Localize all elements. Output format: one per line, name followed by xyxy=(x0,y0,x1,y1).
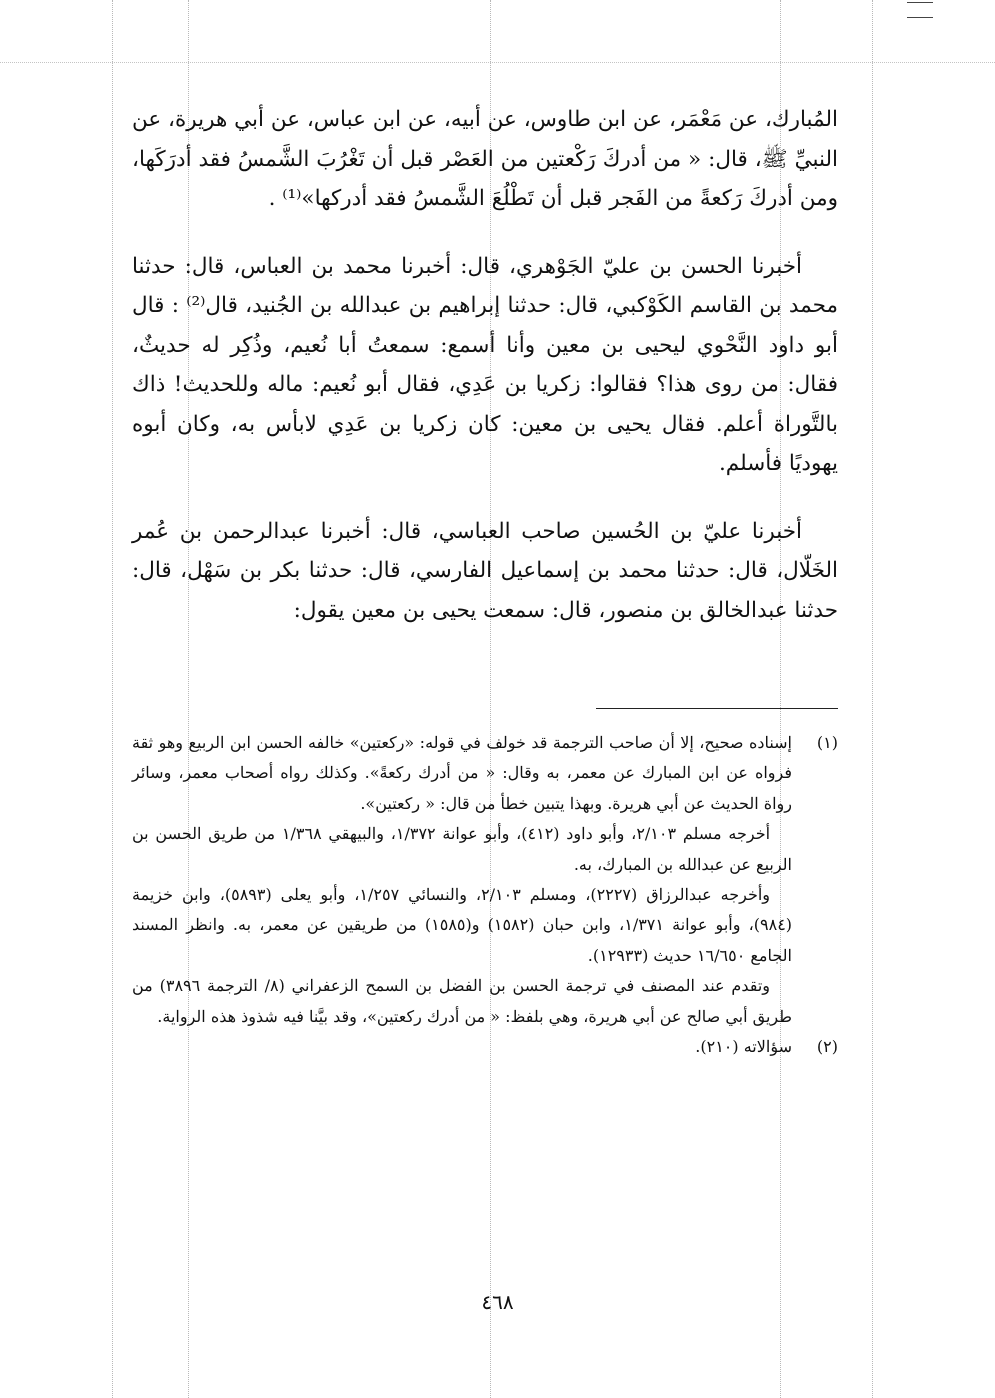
paragraph-3: أخبرنا عليّ بن الحُسين صاحب العباسي، قال: أخبرنا عبدالرحمن بن عُمر الخَلّال، قال: حدثنا محمد بن إسماعيل الفارسي، قال: حدثنا بكر بن سَهْل، قال: حدثنا عبدالخالق بن منصور، قال: سمعت يحيى بن معين يقول: xyxy=(132,518,838,623)
footnote-2 xyxy=(132,1032,838,1062)
footnote-1-text: إسناده صحيح، إلا أن صاحب الترجمة قد خولف في قوله: «ركعتين» خالفه الحسن ابن الربيع وهو ثقة فرواه عن ابن المبارك عن معمر، به وقال: « من أدرك ركعةً». وكذلك رواه أصحاب معمر، وسائر رواة الحديث عن أبي هريرة. وبهذا يتبين خطأ من قال: « ركعتين». xyxy=(132,733,792,813)
footnote-1 xyxy=(132,728,838,819)
footnote-1-number: (١) xyxy=(816,733,838,752)
guide-line-right xyxy=(872,0,873,1398)
corner-mark xyxy=(907,2,933,18)
main-text xyxy=(132,100,838,630)
footnote-separator xyxy=(596,708,838,709)
guide-line-top xyxy=(0,62,995,63)
guide-line-left xyxy=(112,0,113,1398)
footnote-1-continuation-1: أخرجه مسلم ٢/١٠٣، وأبو داود (٤١٢)، وأبو عوانة ١/٣٧٢، والبيهقي ١/٣٦٨ من طريق الحسن بن الربيع عن عبدالله بن المبارك، به. xyxy=(132,824,792,874)
footnotes xyxy=(132,728,838,1062)
footnote-2-text: سؤالاته (٢١٠). xyxy=(695,1037,792,1057)
page-number: ٤٦٨ xyxy=(481,1290,514,1314)
footnote-1-continuation-2: وأخرجه عبدالرزاق (٢٢٢٧)، ومسلم ٢/١٠٣، والنسائي ١/٢٥٧، وأبو يعلى (٥٨٩٣)، وابن خزيمة (٩٨٤)، وأبو عوانة ١/٣٧١، وابن حبان (١٥٨٢) و(١٥٨٥) من طريقين عن معمر، به. وانظر المسند الجامع ١٦/٦٥٠ حديث (١٢٩٣٣). xyxy=(132,885,793,965)
footnote-1-continuation-3: وتقدم عند المصنف في ترجمة الحسن بن الفضل بن السمح الزعفراني (٨/ الترجمة ٣٨٩٦) من طريق أبي صالح عن أبي هريرة، وهي بلفظ: « من أدرك ركعتين»، وقد بيَّنا فيه شذوذ هذه الرواية. xyxy=(132,976,792,1026)
paragraph-2: أخبرنا الحسن بن عليّ الجَوْهري، قال: أخبرنا محمد بن العباس، قال: حدثنا محمد بن القاسم الكَوْكبي، قال: حدثنا إبراهيم بن عبدالله بن الجُنيد، قال⁽²⁾ : قال أبو داود النَّحْوي ليحيى بن معين وأنا أسمع: سمعتُ أبا نُعيم، وذُكِر له حديثٌ، فقال: من روى هذا؟ فقالوا: زكريا بن عَدِي، فقال أبو نُعيم: ماله وللحديث! ذاك بالتَّوراة أعلم. فقال يحيى بن معين: كان زكريا بن عَدِي لابأس به، وكان أبوه يهوديًا فأسلم. xyxy=(132,253,838,476)
footnote-2-number: (٢) xyxy=(816,1037,838,1057)
paragraph-1: المُبارك، عن مَعْمَر، عن ابن طاوس، عن أبيه، عن ابن عباس، عن أبي هريرة، عن النبيِّ ﷺ، قال: « من أدركَ رَكْعتين من العَصْر قبل أن تَغْرُبَ الشَّمسُ فقد أدرَكَها، ومن أدركَ رَكعةً من الفَجر قبل أن تَطْلُعَ الشَّمسُ فقد أدركها»⁽¹⁾ . xyxy=(132,107,838,211)
